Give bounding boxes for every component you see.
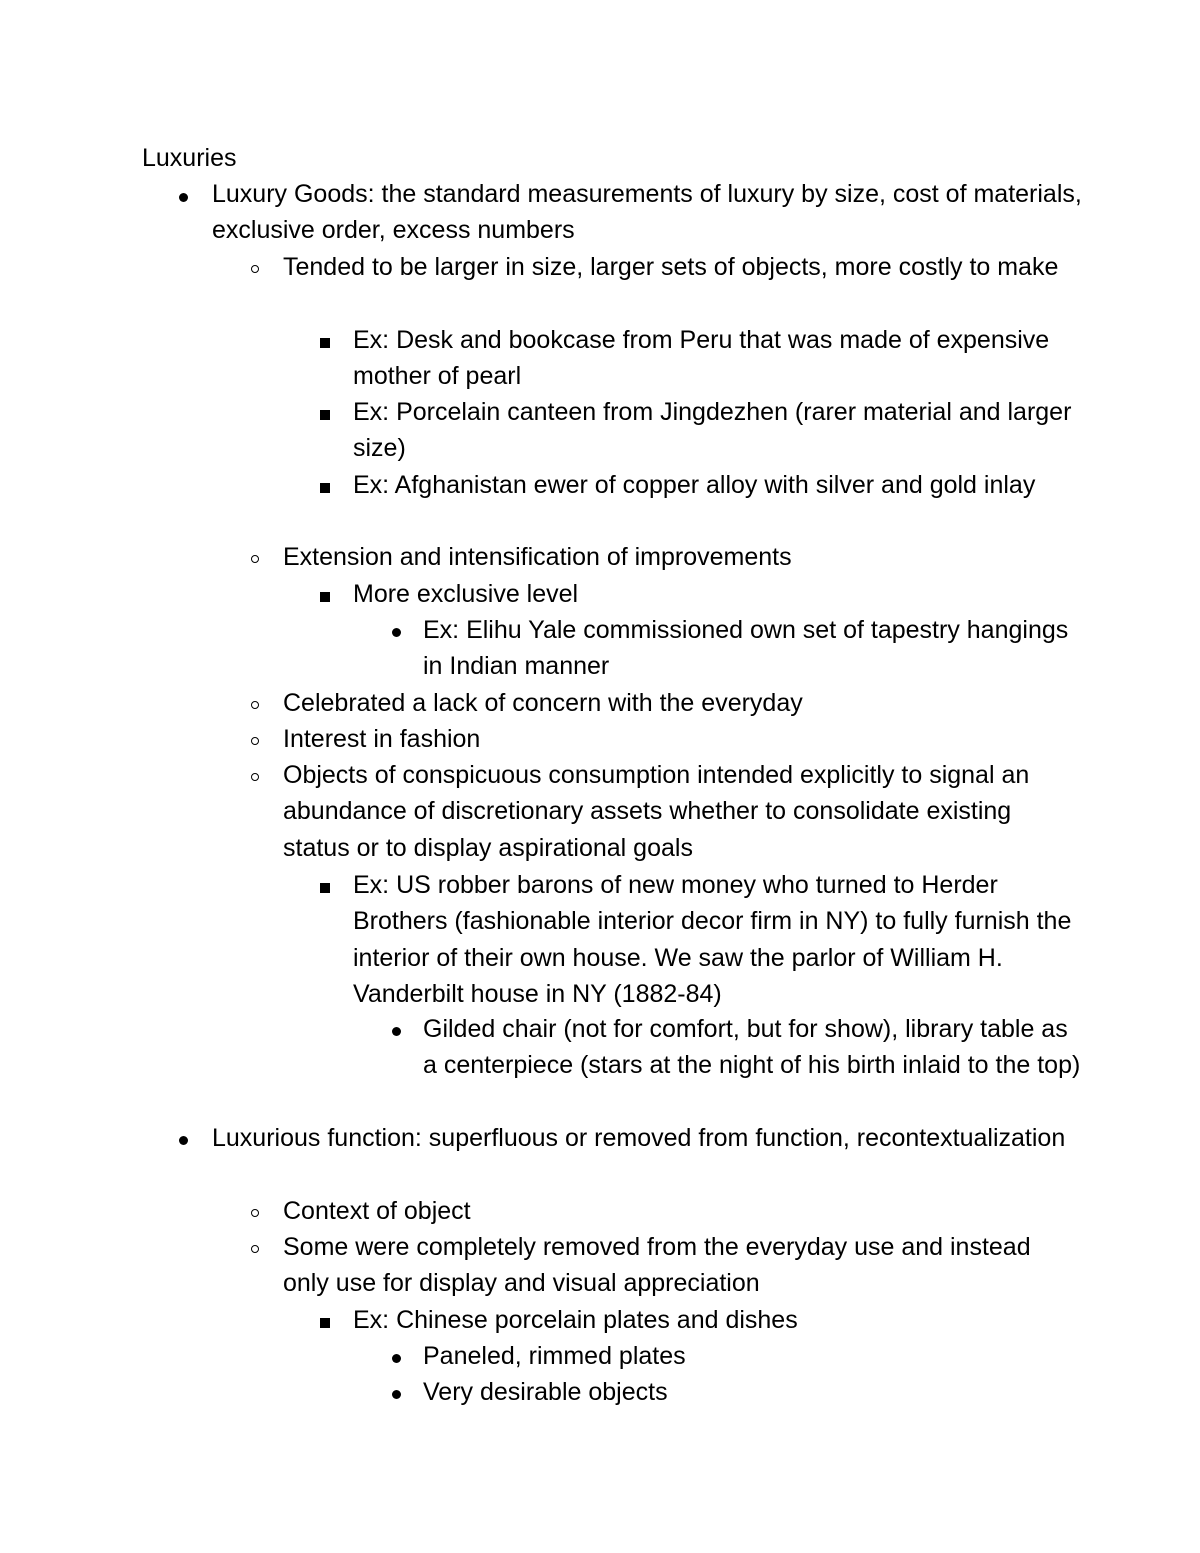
list-item-level-3: Ex: Afghanistan ewer of copper alloy with silver and gold inlay — [353, 471, 1036, 499]
bullet-circle-marker — [251, 737, 259, 745]
list-item-level-2: Tended to be larger in size, larger sets of objects, more costly to make — [283, 253, 1059, 281]
bullet-disc-marker — [392, 1027, 401, 1036]
list-item-level-4: Very desirable objects — [423, 1378, 668, 1406]
bullet-square-marker — [320, 338, 330, 348]
list-item-level-3: Ex: Desk and bookcase from Peru that was made of expensive mother of pearl — [353, 326, 1050, 391]
list-item-level-1: Luxury Goods: the standard measurements of luxury by size, cost of materials, exclusive order, excess numbers — [212, 180, 1082, 245]
list-item-level-3: Ex: Porcelain canteen from Jingdezhen (rarer material and larger size) — [353, 398, 1072, 463]
list-item-level-3: More exclusive level — [353, 580, 579, 608]
list-item-level-3: Ex: US robber barons of new money who turned to Herder Brothers (fashionable interior decor firm in NY) to fully furnish the interior of their own house. We saw the parlor of William H. Vanderbilt house in NY (1882-84) — [353, 871, 1072, 1009]
document-title: Luxuries — [142, 144, 237, 172]
list-item-level-4: Gilded chair (not for comfort, but for show), library table as a centerpiece (stars at the night of his birth inlaid to the top) — [423, 1015, 1081, 1080]
bullet-square-marker — [320, 483, 330, 493]
list-item-level-2: Objects of conspicuous consumption intended explicitly to signal an abundance of discretionary assets whether to consolidate existing status or to display aspirational goals — [283, 761, 1030, 862]
bullet-disc-marker — [179, 193, 188, 202]
list-item-level-2: Celebrated a lack of concern with the everyday — [283, 689, 803, 717]
bullet-disc-marker — [392, 1354, 401, 1363]
bullet-circle-marker — [251, 265, 259, 273]
bullet-circle-marker — [251, 1209, 259, 1217]
bullet-disc-marker — [392, 628, 401, 637]
list-item-level-2: Context of object — [283, 1197, 471, 1225]
bullet-disc-marker — [179, 1136, 188, 1145]
list-item-level-3: Ex: Chinese porcelain plates and dishes — [353, 1306, 798, 1334]
bullet-square-marker — [320, 1318, 330, 1328]
bullet-square-marker — [320, 592, 330, 602]
list-item-level-1: Luxurious function: superfluous or removed from function, recontextualization — [212, 1124, 1066, 1152]
bullet-disc-marker — [392, 1390, 401, 1399]
bullet-square-marker — [320, 410, 330, 420]
list-item-level-4: Ex: Elihu Yale commissioned own set of tapestry hangings in Indian manner — [423, 616, 1069, 681]
list-item-level-4: Paneled, rimmed plates — [423, 1342, 686, 1370]
bullet-circle-marker — [251, 1245, 259, 1253]
bullet-square-marker — [320, 883, 330, 893]
list-item-level-2: Some were completely removed from the everyday use and instead only use for display and visual appreciation — [283, 1233, 1031, 1298]
bullet-circle-marker — [251, 773, 259, 781]
list-item-level-2: Interest in fashion — [283, 725, 481, 753]
list-item-level-2: Extension and intensification of improvements — [283, 543, 792, 571]
bullet-circle-marker — [251, 701, 259, 709]
bullet-circle-marker — [251, 555, 259, 563]
